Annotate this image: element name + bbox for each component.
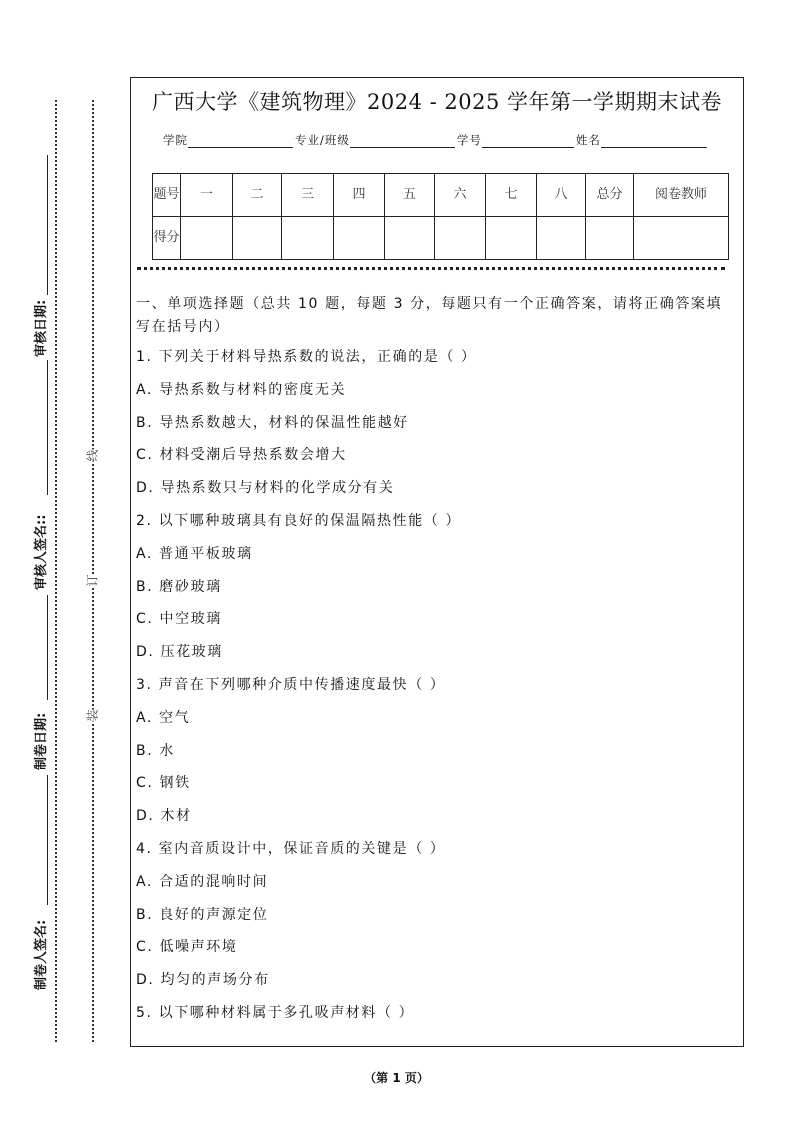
maker-signature-label: 制卷人签名: (34, 919, 49, 990)
answer-option: D. 均匀的声场分布 (136, 972, 270, 989)
column-header: 六 (435, 174, 486, 217)
binding-mark-line: 线 (85, 449, 100, 462)
reviewer-signature-line[interactable] (47, 360, 48, 495)
answer-option: B. 磨砂玻璃 (136, 578, 222, 595)
maker-signature-line[interactable] (47, 775, 48, 905)
answer-option: B. 水 (136, 742, 175, 759)
answer-option: A. 普通平板玻璃 (136, 545, 253, 562)
score-cell[interactable] (634, 217, 729, 260)
answer-option: A. 合适的混响时间 (136, 873, 269, 890)
binding-margin-fields (30, 140, 50, 1000)
student-id-field[interactable] (482, 134, 574, 148)
answer-option: C. 钢铁 (136, 775, 191, 792)
question-stem: 1. 下列关于材料导热系数的说法，正确的是（ ） (136, 349, 477, 365)
answer-option: D. 木材 (136, 808, 192, 825)
name-label: 姓名 (575, 133, 601, 147)
page-title: 广西大学《建筑物理》2024 - 2025 学年第一学期期末试卷 (151, 90, 722, 114)
score-cell[interactable] (385, 217, 435, 260)
section-heading: 一、单项选择题（总共 10 题，每题 3 分，每题只有一个正确答案，请将正确答案填 (136, 296, 723, 312)
question-stem: 4. 室内音质设计中，保证音质的关键是（ ） (136, 841, 446, 857)
score-cell[interactable] (537, 217, 586, 260)
dotted-divider (137, 267, 725, 270)
answer-option: A. 导热系数与材料的密度无关 (136, 381, 347, 398)
column-header: 阅卷教师 (634, 174, 729, 217)
margin-dotted-line (55, 100, 57, 1042)
section-heading-cont: 写在括号内） (136, 319, 230, 335)
table-row (153, 174, 729, 217)
page-number: （第 1 页） (364, 1071, 429, 1085)
column-header: 总分 (586, 174, 634, 217)
student-id-label: 学号 (456, 133, 482, 147)
score-table (152, 173, 729, 260)
score-cell[interactable] (486, 217, 537, 260)
college-field[interactable] (188, 134, 293, 148)
question-stem: 2. 以下哪种玻璃具有良好的保温隔热性能（ ） (136, 513, 462, 529)
answer-option: C. 中空玻璃 (136, 611, 222, 628)
binding-mark-staple: 订 (85, 574, 100, 587)
name-field[interactable] (601, 134, 707, 148)
table-row (153, 217, 729, 260)
answer-option: D. 压花玻璃 (136, 644, 223, 661)
question-number-header: 题号 (153, 174, 181, 217)
column-header: 二 (233, 174, 282, 217)
answer-option: D. 导热系数只与材料的化学成分有关 (136, 480, 395, 497)
score-cell[interactable] (233, 217, 282, 260)
answer-option: C. 低噪声环境 (136, 939, 238, 956)
college-label: 学院 (163, 133, 188, 147)
answer-option: C. 材料受潮后导热系数会增大 (136, 447, 347, 464)
major-class-field[interactable] (350, 134, 455, 148)
column-header: 八 (537, 174, 586, 217)
maker-date-label: 制卷日期: (34, 712, 49, 770)
review-date-label: 审核日期: (34, 299, 49, 357)
binding-dotted-line (92, 100, 94, 1042)
answer-option: A. 空气 (136, 709, 191, 726)
column-header: 七 (486, 174, 537, 217)
column-header: 一 (181, 174, 233, 217)
student-info (163, 132, 709, 148)
column-header: 五 (385, 174, 435, 217)
column-header: 四 (334, 174, 385, 217)
maker-date-line[interactable] (47, 595, 48, 700)
answer-option: B. 良好的声源定位 (136, 906, 269, 923)
column-header: 三 (282, 174, 334, 217)
question-stem: 3. 声音在下列哪种介质中传播速度最快（ ） (136, 677, 446, 693)
answer-option: B. 导热系数越大，材料的保温性能越好 (136, 414, 409, 431)
score-cell[interactable] (181, 217, 233, 260)
question-stem: 5. 以下哪种材料属于多孔吸声材料（ ） (136, 1005, 415, 1021)
major-class-label: 专业/班级 (295, 133, 350, 147)
score-cell[interactable] (435, 217, 486, 260)
review-date-line[interactable] (47, 155, 48, 295)
binding-mark-bind: 装 (85, 709, 100, 722)
score-cell[interactable] (334, 217, 385, 260)
score-row-header: 得分 (153, 217, 181, 260)
score-cell[interactable] (282, 217, 334, 260)
reviewer-signature-label: 审核人签名:: (34, 514, 49, 590)
score-cell[interactable] (586, 217, 634, 260)
